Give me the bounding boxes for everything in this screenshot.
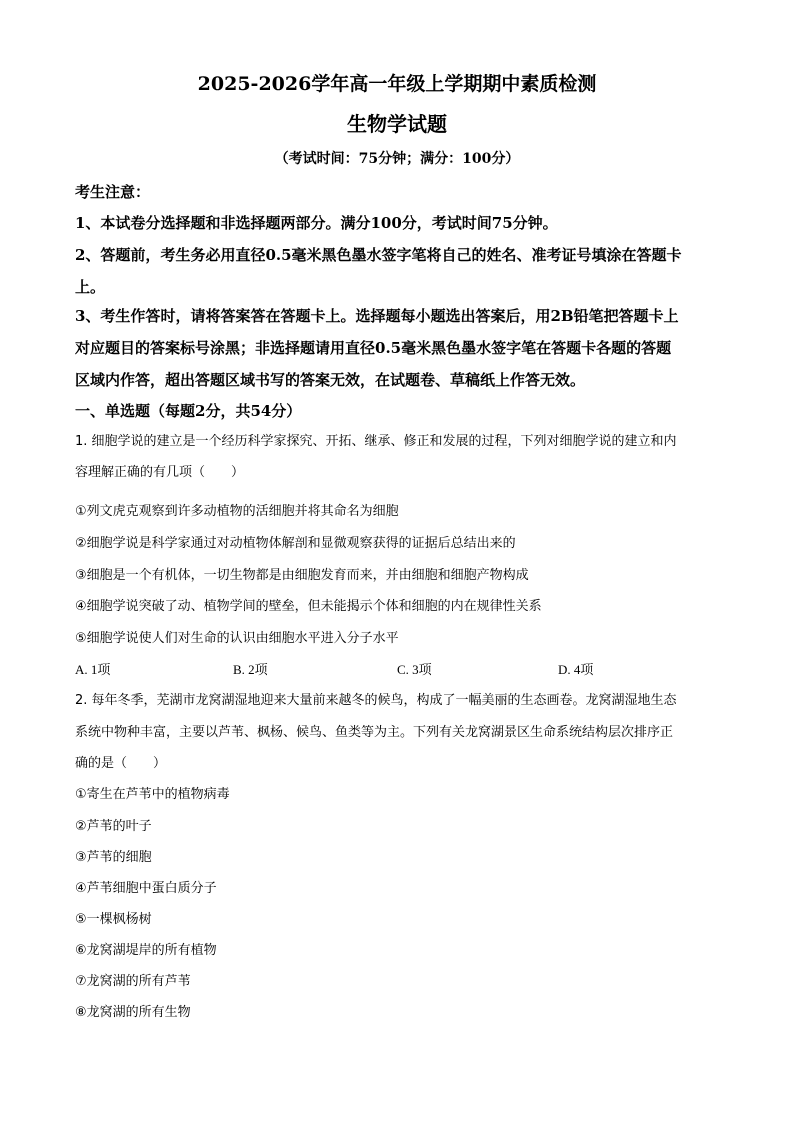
question-1-statement: ④细胞学说突破了动、植物学间的壁垒，但未能揭示个体和细胞的内在规律性关系	[75, 599, 542, 614]
notice-line: 区域内作答，超出答题区域书写的答案无效，在试题卷、草稿纸上作答无效。	[75, 371, 586, 389]
question-1-stem: 容理解正确的有几项（ ）	[75, 465, 245, 480]
question-2-statement: ⑤一棵枫杨树	[75, 912, 152, 927]
question-2-statement: ①寄生在芦苇中的植物病毒	[75, 787, 230, 802]
notice-line: 2、答题前，考生务必用直径0.5毫米黑色墨水签字笔将自己的姓名、准考证号填涂在答题卡	[75, 246, 682, 264]
question-2-statement: ⑧龙窝湖的所有生物	[75, 1005, 191, 1020]
subject-title: 生物学试题	[347, 112, 447, 136]
question-2-statement: ④芦苇细胞中蛋白质分子	[75, 881, 217, 896]
exam-title: 2025-2026学年高一年级上学期期中素质检测	[197, 73, 597, 95]
question-1-statement: ②细胞学说是科学家通过对动植物体解剖和显微观察获得的证据后总结出来的	[75, 536, 516, 551]
exam-info: （考试时间：75分钟；满分：100分）	[274, 151, 520, 167]
question-2-stem: 系统中物种丰富，主要以芦苇、枫杨、候鸟、鱼类等为主。下列有关龙窝湖景区生命系统结构层次排序正	[75, 725, 674, 740]
question-2-statement: ⑦龙窝湖的所有芦苇	[75, 974, 191, 989]
question-1-option-b: B. 2项	[233, 662, 268, 677]
question-2-stem: 2. 每年冬季，芜湖市龙窝湖湿地迎来大量前来越冬的候鸟，构成了一幅美丽的生态画卷。龙窝湖湿地生态	[75, 693, 677, 708]
notice-line: 1、本试卷分选择题和非选择题两部分。满分100分，考试时间75分钟。	[75, 214, 558, 232]
question-2-statement: ③芦苇的细胞	[75, 850, 152, 865]
question-2-stem: 确的是（ ）	[75, 756, 167, 771]
question-1-option-a: A. 1项	[75, 662, 111, 677]
question-2-statement: ②芦苇的叶子	[75, 819, 152, 834]
question-1-option-c: C. 3项	[397, 662, 432, 677]
question-1-statement: ①列文虎克观察到许多动植物的活细胞并将其命名为细胞	[75, 504, 399, 519]
section-heading: 一、单选题（每题2分，共54分）	[75, 402, 302, 420]
question-1-option-d: D. 4项	[558, 662, 594, 677]
notice-heading: 考生注意：	[75, 183, 151, 201]
question-1-statement: ⑤细胞学说使人们对生命的认识由细胞水平进入分子水平	[75, 631, 399, 646]
notice-line: 上。	[75, 278, 106, 296]
notice-line: 对应题目的答案标号涂黑；非选择题请用直径0.5毫米黑色墨水签字笔在答题卡各题的答题	[75, 339, 672, 357]
question-1-stem: 1. 细胞学说的建立是一个经历科学家探究、开拓、继承、修正和发展的过程，下列对细胞学说的建立和内	[75, 434, 677, 449]
question-1-statement: ③细胞是一个有机体，一切生物都是由细胞发育而来，并由细胞和细胞产物构成	[75, 568, 529, 583]
notice-line: 3、考生作答时，请将答案答在答题卡上。选择题每小题选出答案后，用2B铅笔把答题卡上	[75, 307, 679, 325]
question-2-statement: ⑥龙窝湖堤岸的所有植物	[75, 943, 217, 958]
